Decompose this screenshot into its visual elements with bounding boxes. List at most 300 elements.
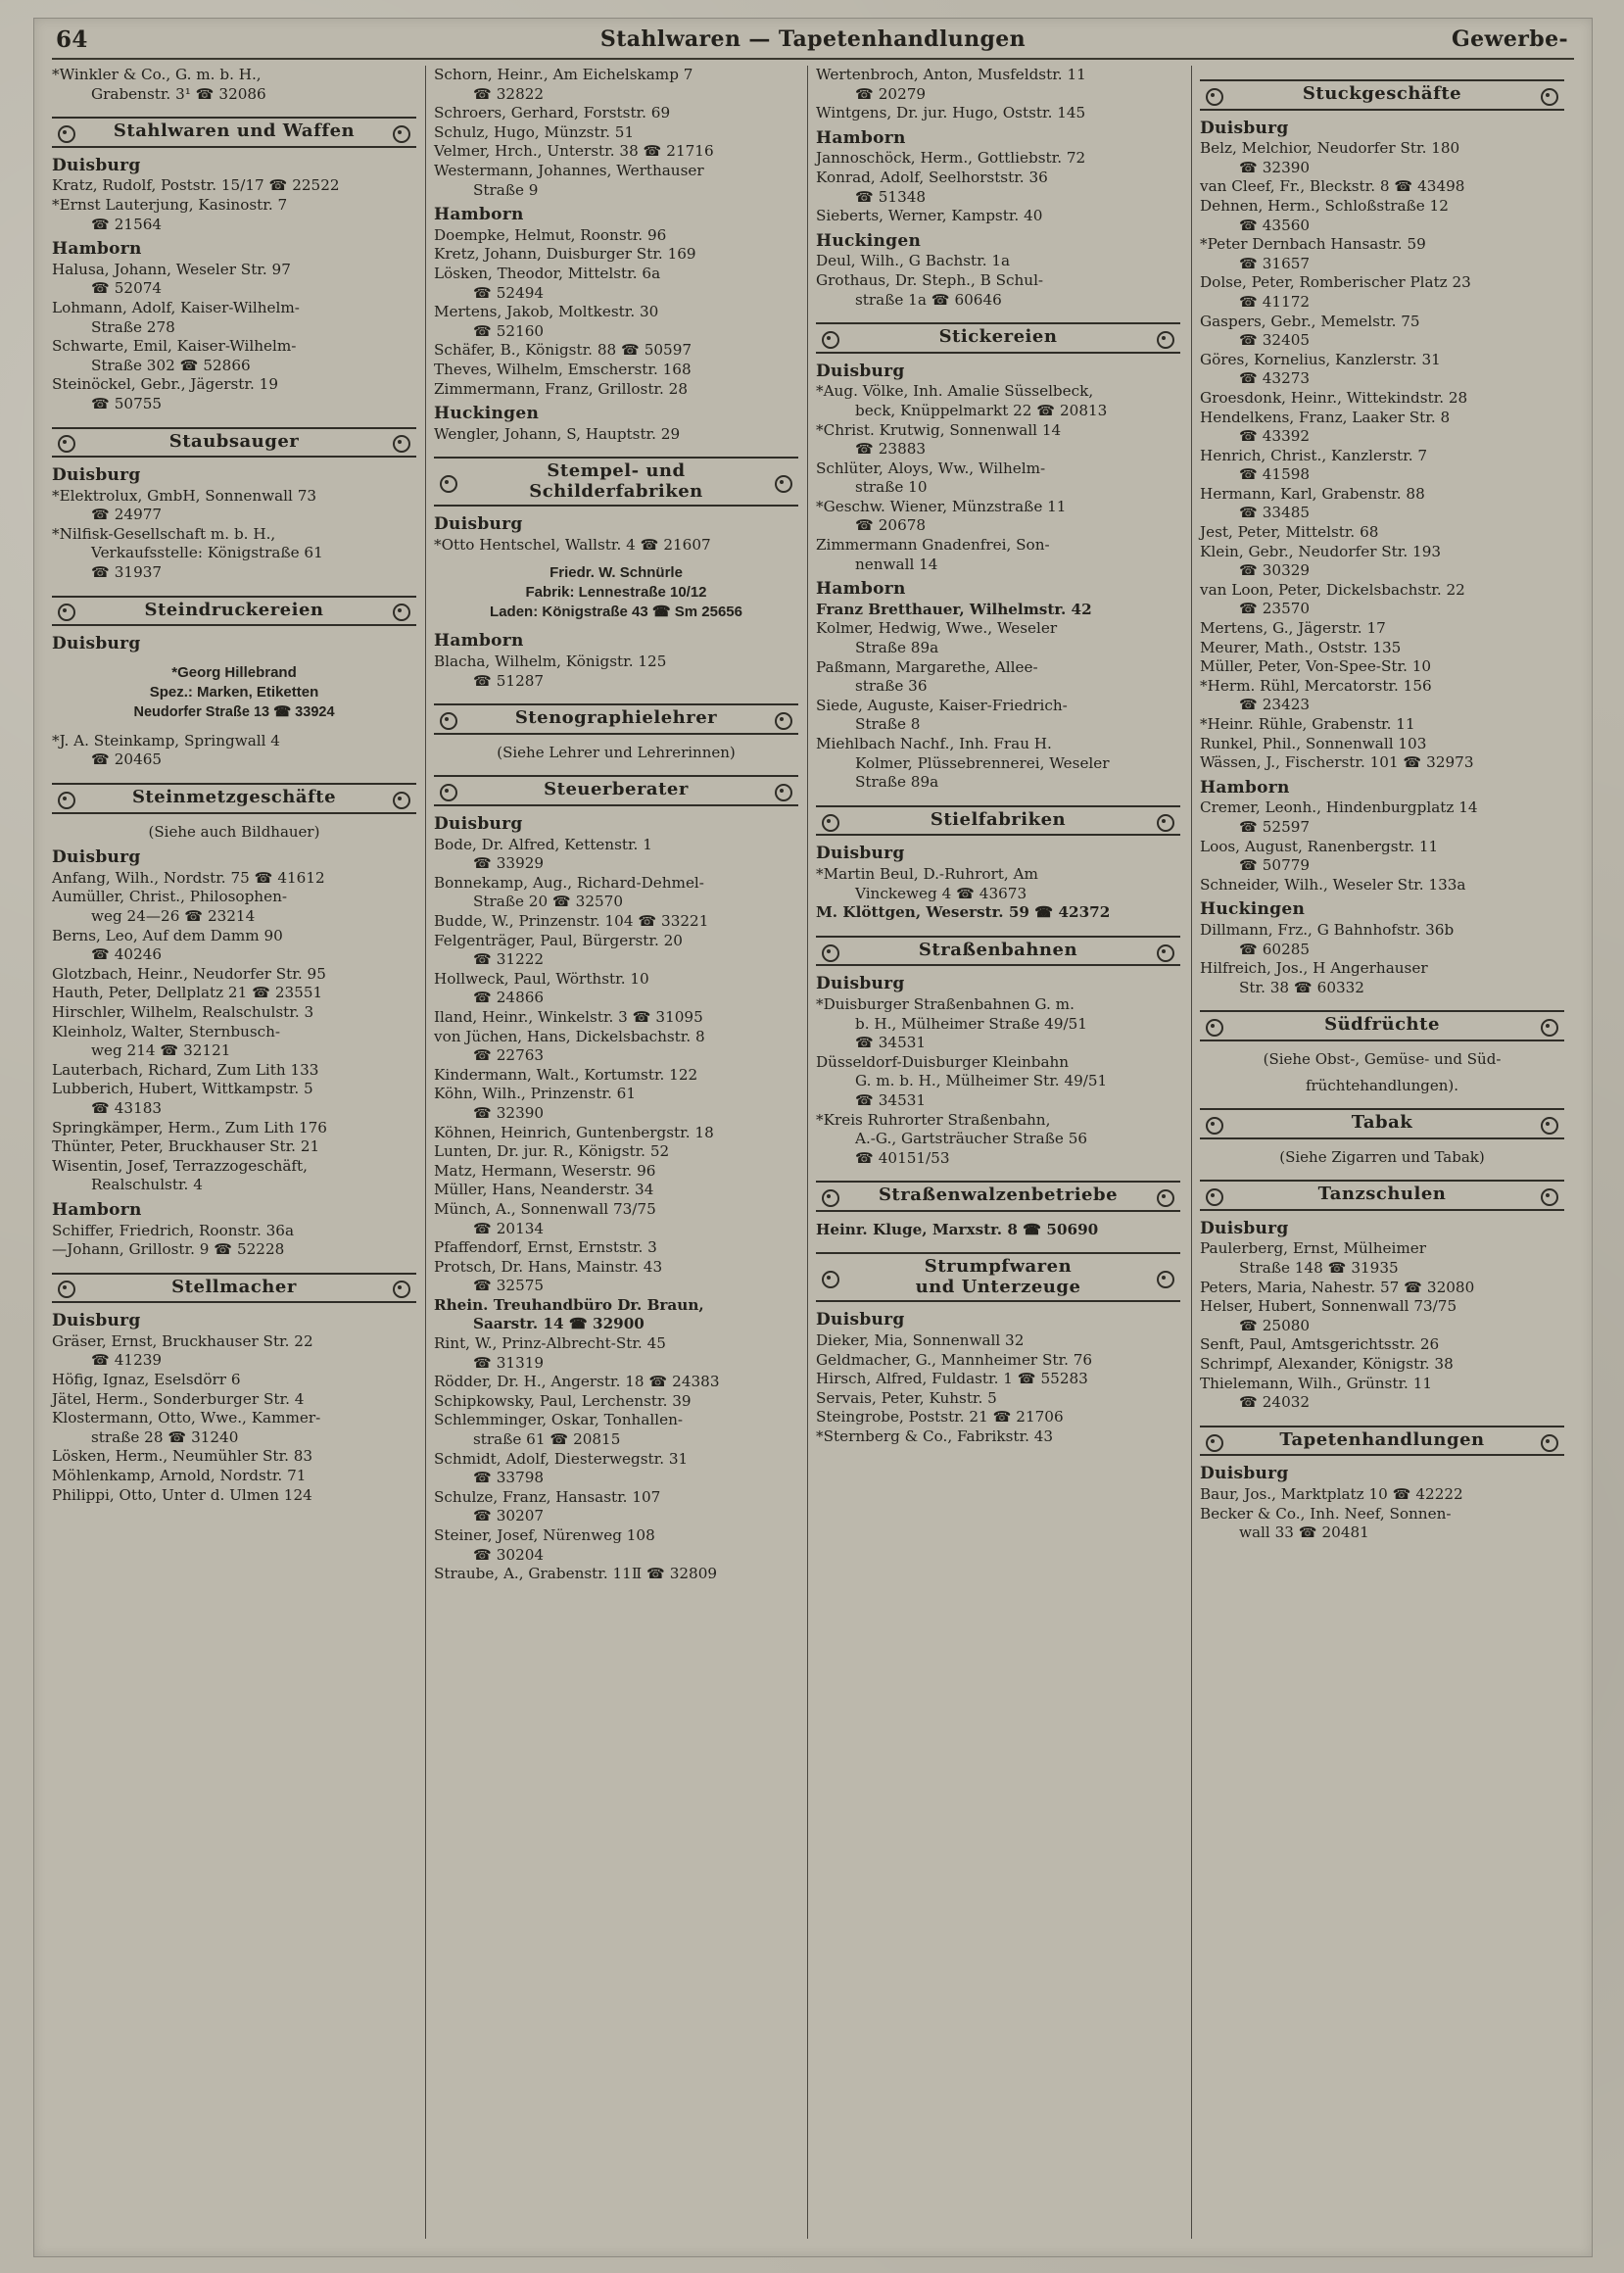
category-heading-label: Südfrüchte [1324, 1014, 1440, 1036]
directory-entry-continuation: straße 10 [855, 478, 928, 497]
bullet-icon [1206, 1117, 1223, 1135]
directory-entry-continuation: ☎ 41598 [1239, 465, 1311, 484]
category-heading [1200, 79, 1564, 111]
category-heading [52, 783, 416, 814]
category-heading [52, 427, 416, 459]
directory-entry-continuation: ☎ 32390 [1239, 158, 1311, 176]
bullet-icon [440, 784, 457, 801]
directory-entry-continuation: Straße 148 ☎ 31935 [1239, 1259, 1399, 1278]
directory-entry: Thünter, Peter, Bruckhauser Str. 21 [52, 1137, 320, 1156]
city-subheading: Duisburg [52, 634, 141, 654]
directory-entry-continuation: beck, Knüppelmarkt 22 ☎ 20813 [855, 401, 1108, 419]
directory-entry-continuation: wall 33 ☎ 20481 [1239, 1523, 1369, 1542]
directory-entry: van Cleef, Fr., Bleckstr. 8 ☎ 43498 [1200, 177, 1465, 196]
directory-entry-continuation: ☎ 30329 [1239, 561, 1311, 580]
directory-entry: Schiffer, Friedrich, Roonstr. 36a [52, 1221, 295, 1239]
category-heading [434, 703, 798, 735]
directory-entry: Pfaffendorf, Ernst, Ernststr. 3 [434, 1238, 657, 1257]
directory-entry: Köhn, Wilh., Prinzenstr. 61 [434, 1085, 636, 1103]
directory-entry-continuation: ☎ 20465 [91, 750, 163, 769]
directory-entry-continuation: ☎ 32405 [1239, 331, 1311, 350]
directory-entry-continuation: ☎ 31222 [473, 950, 545, 969]
directory-entry-continuation: ☎ 33485 [1239, 504, 1311, 522]
directory-entry-continuation: ☎ 52074 [91, 279, 163, 298]
bullet-icon [822, 944, 839, 962]
directory-entry-continuation: ☎ 34531 [855, 1034, 927, 1052]
directory-entry: Lösken, Theodor, Mittelstr. 6a [434, 264, 661, 282]
directory-entry: Hermann, Karl, Grabenstr. 88 [1200, 484, 1425, 503]
directory-entry: Kleinholz, Walter, Sternbusch- [52, 1022, 281, 1040]
category-heading [434, 457, 798, 507]
directory-entry: Doempke, Helmut, Roonstr. 96 [434, 225, 667, 244]
directory-entry: *Kreis Ruhrorter Straßenbahn, [816, 1110, 1051, 1129]
directory-entry: Protsch, Dr. Hans, Mainstr. 43 [434, 1257, 663, 1276]
directory-entry: Bonnekamp, Aug., Richard-Dehmel- [434, 873, 704, 892]
bullet-icon [775, 712, 792, 730]
directory-entry-continuation: ☎ 31937 [91, 563, 163, 582]
directory-entry-continuation: ☎ 30207 [473, 1507, 545, 1525]
advertisement-block [434, 563, 798, 622]
category-heading-label: Stempel- und Schilderfabriken [529, 460, 703, 503]
directory-entry-continuation: ☎ 43273 [1239, 369, 1311, 388]
directory-entry-continuation: ☎ 23423 [1239, 696, 1311, 714]
directory-entry-continuation: Vinckeweg 4 ☎ 43673 [855, 884, 1027, 902]
directory-entry: Felgenträger, Paul, Bürgerstr. 20 [434, 931, 683, 949]
directory-entry-continuation: ☎ 33798 [473, 1469, 545, 1487]
directory-entry: Jannoschöck, Herm., Gottliebstr. 72 [816, 149, 1086, 168]
directory-entry: Groesdonk, Heinr., Wittekindstr. 28 [1200, 388, 1468, 407]
directory-entry: Kindermann, Walt., Kortumstr. 122 [434, 1065, 698, 1084]
bullet-icon [58, 125, 75, 143]
city-subheading: Hamborn [816, 127, 906, 148]
bullet-icon [775, 475, 792, 493]
directory-entry: Henrich, Christ., Kanzlerstr. 7 [1200, 446, 1428, 464]
city-subheading: Duisburg [1200, 118, 1289, 138]
directory-entry: Rödder, Dr. H., Angerstr. 18 ☎ 24383 [434, 1373, 720, 1391]
directory-entry-continuation: weg 24—26 ☎ 23214 [91, 907, 256, 925]
directory-entry: Straube, A., Grabenstr. 11Ⅱ ☎ 32809 [434, 1565, 718, 1583]
category-heading [1200, 1108, 1564, 1139]
directory-entry-continuation: Realschulstr. 4 [91, 1176, 203, 1194]
category-heading [52, 117, 416, 148]
directory-entry: Thielemann, Wilh., Grünstr. 11 [1200, 1374, 1433, 1392]
city-subheading: Hamborn [434, 205, 524, 225]
cross-reference-note: früchtehandlungen). [1305, 1076, 1459, 1094]
column-4 [1200, 66, 1564, 2241]
bullet-icon [1206, 1019, 1223, 1037]
bullet-icon [1157, 1189, 1174, 1207]
city-subheading: Duisburg [52, 465, 141, 486]
directory-entry-continuation: ☎ 24977 [91, 506, 163, 524]
header-rule [52, 58, 1574, 60]
directory-entry-continuation: ☎ 23570 [1239, 600, 1311, 618]
directory-entry: Schipkowsky, Paul, Lerchenstr. 39 [434, 1391, 692, 1410]
column-divider-3 [1191, 66, 1192, 2239]
advertisement-line: *Georg Hillebrand [171, 663, 297, 681]
directory-entry: Kratz, Rudolf, Poststr. 15/17 ☎ 22522 [52, 176, 340, 195]
directory-entry: Theves, Wilhelm, Emscherstr. 168 [434, 360, 692, 378]
directory-entry-continuation: G. m. b. H., Mülheimer Str. 49/51 [855, 1072, 1108, 1090]
directory-entry-continuation: ☎ 43560 [1239, 216, 1311, 234]
directory-entry: Hirschler, Wilhelm, Realschulstr. 3 [52, 1002, 314, 1021]
city-subheading: Duisburg [434, 814, 523, 835]
directory-entry: Franz Bretthauer, Wilhelmstr. 42 [816, 600, 1092, 618]
directory-entry-continuation: ☎ 20134 [473, 1219, 545, 1237]
directory-entry: Kolmer, Hedwig, Wwe., Weseler [816, 619, 1058, 638]
directory-entry: Jätel, Herm., Sonderburger Str. 4 [52, 1389, 305, 1408]
directory-entry-continuation: ☎ 30204 [473, 1545, 545, 1564]
directory-entry: Zimmermann, Franz, Grillostr. 28 [434, 379, 689, 398]
category-heading [52, 596, 416, 627]
directory-entry: Halusa, Johann, Weseler Str. 97 [52, 260, 291, 278]
directory-entry-continuation: ☎ 20678 [855, 516, 927, 535]
bullet-icon [440, 475, 457, 493]
directory-entry: Siede, Auguste, Kaiser-Friedrich- [816, 696, 1068, 714]
directory-entry: M. Klöttgen, Weserstr. 59 ☎ 42372 [816, 903, 1111, 922]
directory-entry: Dehnen, Herm., Schloßstraße 12 [1200, 196, 1449, 215]
directory-entry-continuation: straße 61 ☎ 20815 [473, 1430, 621, 1449]
directory-entry: Becker & Co., Inh. Neef, Sonnen- [1200, 1504, 1452, 1523]
directory-entry-continuation: ☎ 43392 [1239, 427, 1311, 446]
directory-entry: *Peter Dernbach Hansastr. 59 [1200, 235, 1426, 254]
city-subheading: Huckingen [434, 404, 540, 424]
directory-entry-continuation: Straße 9 [473, 180, 539, 199]
directory-entry: *J. A. Steinkamp, Springwall 4 [52, 731, 280, 750]
city-subheading: Huckingen [1200, 899, 1306, 920]
advertisement-line: Fabrik: Lennestraße 10/12 [525, 584, 707, 602]
directory-entry: Wertenbroch, Anton, Musfeldstr. 11 [816, 66, 1086, 83]
bullet-icon [822, 814, 839, 832]
directory-entry: Mertens, G., Jägerstr. 17 [1200, 619, 1386, 638]
bullet-icon [822, 331, 839, 349]
directory-entry-continuation: Straße 20 ☎ 32570 [473, 893, 623, 911]
directory-entry: Budde, W., Prinzenstr. 104 ☎ 33221 [434, 912, 709, 930]
bullet-icon [822, 1271, 839, 1288]
city-subheading: Duisburg [52, 847, 141, 868]
directory-entry: Dillmann, Frz., G Bahnhofstr. 36b [1200, 920, 1455, 939]
directory-entry: Jest, Peter, Mittelstr. 68 [1200, 523, 1379, 542]
directory-entry-continuation: ☎ 32822 [473, 84, 545, 103]
directory-entry: Baur, Jos., Marktplatz 10 ☎ 42222 [1200, 1485, 1463, 1503]
directory-entry-continuation: Straße 89a [855, 639, 939, 657]
directory-entry: Sieberts, Werner, Kampstr. 40 [816, 207, 1043, 225]
advertisement-block [52, 663, 416, 722]
directory-entry-continuation: ☎ 52160 [473, 321, 545, 340]
bullet-icon [1206, 1188, 1223, 1206]
column-divider-2 [807, 66, 808, 2239]
directory-entry-continuation: ☎ 24032 [1239, 1393, 1311, 1412]
category-heading-label: Stielfabriken [930, 808, 1067, 830]
directory-entry-continuation: ☎ 52494 [473, 283, 545, 302]
directory-entry: Berns, Leo, Auf dem Damm 90 [52, 926, 283, 944]
directory-entry: Belz, Melchior, Neudorfer Str. 180 [1200, 139, 1460, 158]
directory-entry: Aumüller, Christ., Philosophen- [52, 888, 287, 906]
directory-entry: Göres, Kornelius, Kanzlerstr. 31 [1200, 350, 1441, 368]
directory-entry: Steinöckel, Gebr., Jägerstr. 19 [52, 375, 278, 394]
category-heading [1200, 1180, 1564, 1211]
directory-entry: Gaspers, Gebr., Memelstr. 75 [1200, 312, 1420, 330]
directory-entry-continuation: ☎ 50779 [1239, 856, 1311, 875]
directory-entry-continuation: ☎ 52597 [1239, 817, 1311, 836]
cross-reference-note: (Siehe Zigarren und Tabak) [1279, 1147, 1485, 1166]
bullet-icon [440, 712, 457, 730]
bullet-icon [58, 604, 75, 621]
category-heading [1200, 1010, 1564, 1041]
advertisement-line: Laden: Königstraße 43 ☎ Sm 25656 [490, 604, 742, 621]
directory-entry-continuation: Straße 278 [91, 317, 175, 336]
bullet-icon [822, 1189, 839, 1207]
category-heading-label: Straßenbahnen [918, 939, 1078, 960]
directory-entry: Bode, Dr. Alfred, Kettenstr. 1 [434, 835, 652, 853]
bullet-icon [58, 435, 75, 453]
bullet-icon [393, 125, 410, 143]
directory-entry: Heinr. Kluge, Marxstr. 8 ☎ 50690 [816, 1220, 1099, 1238]
directory-entry: Schmidt, Adolf, Diesterwegstr. 31 [434, 1449, 689, 1468]
category-heading-label: Tabak [1351, 1112, 1413, 1134]
cross-reference-note: (Siehe Obst-, Gemüse- und Süd- [1263, 1049, 1502, 1068]
category-heading [816, 936, 1180, 967]
directory-entry: —Johann, Grillostr. 9 ☎ 52228 [52, 1240, 285, 1259]
directory-entry: Servais, Peter, Kuhstr. 5 [816, 1388, 997, 1407]
directory-entry: Deul, Wilh., G Bachstr. 1a [816, 252, 1011, 270]
directory-entry: Zimmermann Gnadenfrei, Son- [816, 536, 1050, 555]
directory-entry-continuation: Verkaufsstelle: Königstraße 61 [91, 544, 323, 562]
city-subheading: Duisburg [816, 361, 905, 381]
bullet-icon [1206, 88, 1223, 106]
category-heading [1200, 1426, 1564, 1457]
city-subheading: Huckingen [816, 230, 922, 251]
cross-reference-note: (Siehe auch Bildhauer) [148, 822, 320, 841]
directory-entry: Konrad, Adolf, Seelhorststr. 36 [816, 168, 1048, 186]
directory-entry: Lohmann, Adolf, Kaiser-Wilhelm- [52, 298, 300, 316]
page-running-title: Stahlwaren — Tapetenhandlungen [599, 26, 1027, 52]
directory-entry: *Geschw. Wiener, Münzstraße 11 [816, 497, 1067, 515]
city-subheading: Duisburg [52, 1311, 141, 1331]
directory-entry: van Loon, Peter, Dickelsbachstr. 22 [1200, 580, 1465, 599]
directory-entry: Paßmann, Margarethe, Allee- [816, 657, 1038, 676]
directory-entry: Köhnen, Heinrich, Guntenbergstr. 18 [434, 1123, 714, 1141]
category-heading [52, 1273, 416, 1304]
bullet-icon [1157, 331, 1174, 349]
directory-entry: Rint, W., Prinz-Albrecht-Str. 45 [434, 1334, 666, 1353]
category-heading-label: Staubsauger [168, 430, 300, 452]
advertisement-address: Neudorfer Straße 13 ☎ 33924 [133, 703, 335, 720]
directory-entry-continuation: ☎ 21564 [91, 215, 163, 233]
columns-container [52, 66, 1574, 2241]
directory-entry-continuation: ☎ 31319 [473, 1353, 545, 1372]
directory-entry: *Aug. Völke, Inh. Amalie Süsselbeck, [816, 382, 1094, 401]
directory-entry-continuation: ☎ 24866 [473, 989, 545, 1007]
directory-entry-continuation: ☎ 40151/53 [855, 1148, 950, 1167]
directory-entry: Schlüter, Aloys, Ww., Wilhelm- [816, 459, 1046, 477]
directory-entry: Lunten, Dr. jur. R., Königstr. 52 [434, 1142, 670, 1161]
advertisement-line: Friedr. W. Schnürle [549, 564, 683, 582]
directory-entry-continuation: Straße 302 ☎ 52866 [91, 356, 251, 374]
bullet-icon [393, 435, 410, 453]
directory-entry: *Ernst Lauterjung, Kasinostr. 7 [52, 195, 288, 214]
directory-entry: Peters, Maria, Nahestr. 57 ☎ 32080 [1200, 1278, 1475, 1296]
directory-entry: Blacha, Wilhelm, Königstr. 125 [434, 653, 667, 671]
directory-entry-continuation: ☎ 22763 [473, 1046, 545, 1065]
page-number: 64 [56, 26, 88, 53]
directory-entry: Westermann, Johannes, Werthauser [434, 161, 704, 179]
directory-entry-continuation: ☎ 31657 [1239, 254, 1311, 272]
directory-entry: Grothaus, Dr. Steph., B Schul- [816, 270, 1044, 289]
directory-entry: Paulerberg, Ernst, Mülheimer [1200, 1239, 1426, 1258]
city-subheading: Duisburg [816, 1310, 905, 1330]
directory-entry: Müller, Hans, Neanderstr. 34 [434, 1181, 654, 1199]
directory-entry: Höfig, Ignaz, Eselsdörr 6 [52, 1371, 241, 1389]
directory-entry: Lösken, Herm., Neumühler Str. 83 [52, 1447, 313, 1466]
page-header [34, 24, 1592, 58]
directory-entry: Wintgens, Dr. jur. Hugo, Oststr. 145 [816, 104, 1086, 122]
directory-entry: Anfang, Wilh., Nordstr. 75 ☎ 41612 [52, 868, 325, 887]
city-subheading: Hamborn [52, 239, 142, 260]
directory-entry: Düsseldorf-Duisburger Kleinbahn [816, 1052, 1070, 1071]
directory-entry-continuation: ☎ 32390 [473, 1103, 545, 1122]
directory-entry: *Winkler & Co., G. m. b. H., [52, 66, 262, 83]
directory-entry: Möhlenkamp, Arnold, Nordstr. 71 [52, 1467, 307, 1485]
directory-entry: Klein, Gebr., Neudorfer Str. 193 [1200, 542, 1442, 560]
directory-entry: Geldmacher, G., Mannheimer Str. 76 [816, 1350, 1093, 1369]
category-heading [816, 805, 1180, 837]
directory-entry: Springkämper, Herm., Zum Lith 176 [52, 1118, 327, 1136]
directory-entry: Meurer, Math., Oststr. 135 [1200, 638, 1402, 656]
directory-entry: Schulz, Hugo, Münzstr. 51 [434, 122, 635, 141]
directory-entry-continuation: ☎ 60285 [1239, 940, 1311, 958]
directory-entry: *Herm. Rühl, Mercatorstr. 156 [1200, 676, 1432, 695]
bullet-icon [1541, 1188, 1558, 1206]
directory-entry-continuation: ☎ 23883 [855, 440, 927, 459]
column-2 [434, 66, 798, 2241]
category-heading-label: Steindruckereien [144, 599, 324, 620]
directory-entry: *Nilfisk-Gesellschaft m. b. H., [52, 524, 276, 543]
directory-entry: Steiner, Josef, Nürenweg 108 [434, 1526, 655, 1544]
directory-entry: Mertens, Jakob, Moltkestr. 30 [434, 303, 659, 321]
directory-entry: Schulze, Franz, Hansastr. 107 [434, 1487, 661, 1506]
directory-entry-continuation: ☎ 25080 [1239, 1316, 1311, 1334]
directory-entry: Rhein. Treuhandbüro Dr. Braun, [434, 1295, 704, 1314]
category-heading-label: Strumpfwaren und Unterzeuge [915, 1256, 1081, 1298]
directory-entry: Wässen, J., Fischerstr. 101 ☎ 32973 [1200, 753, 1474, 772]
directory-entry: Hirsch, Alfred, Fuldastr. 1 ☎ 55283 [816, 1370, 1088, 1388]
directory-entry-continuation: ☎ 34531 [855, 1090, 927, 1109]
bullet-icon [1157, 814, 1174, 832]
directory-entry: Philippi, Otto, Unter d. Ulmen 124 [52, 1485, 312, 1504]
category-heading-label: Straßenwalzenbetriebe [878, 1185, 1119, 1206]
directory-entry: Dolse, Peter, Romberischer Platz 23 [1200, 273, 1471, 292]
directory-entry: Hilfreich, Jos., H Angerhauser [1200, 959, 1428, 978]
category-heading-label: Steuerberater [544, 779, 689, 800]
directory-entry: *Otto Hentschel, Wallstr. 4 ☎ 21607 [434, 535, 711, 554]
directory-entry: Schroers, Gerhard, Forststr. 69 [434, 104, 671, 122]
column-3 [816, 66, 1180, 2241]
bullet-icon [1541, 1434, 1558, 1452]
category-heading-label: Stellmacher [171, 1276, 297, 1297]
directory-entry-continuation: ☎ 51348 [855, 187, 927, 206]
directory-entry: Hollweck, Paul, Wörthstr. 10 [434, 969, 649, 988]
directory-entry: Schwarte, Emil, Kaiser-Wilhelm- [52, 337, 297, 356]
category-heading-label: Stenographielehrer [514, 707, 718, 729]
page-section-label: Gewerbe- [1451, 26, 1568, 52]
directory-entry: *Martin Beul, D.-Ruhrort, Am [816, 864, 1038, 883]
city-subheading: Duisburg [1200, 1464, 1289, 1484]
directory-entry: Runkel, Phil., Sonnenwall 103 [1200, 734, 1427, 752]
directory-entry: Schrimpf, Alexander, Königstr. 38 [1200, 1355, 1454, 1374]
directory-entry: Helser, Hubert, Sonnenwall 73/75 [1200, 1297, 1457, 1316]
advertisement-line: Spez.: Marken, Etiketten [149, 683, 319, 701]
bullet-icon [58, 1281, 75, 1298]
directory-entry-continuation: nenwall 14 [855, 555, 938, 573]
directory-entry: Cremer, Leonh., Hindenburgplatz 14 [1200, 798, 1478, 817]
directory-entry-continuation: ☎ 32575 [473, 1277, 545, 1295]
directory-entry-continuation: weg 214 ☎ 32121 [91, 1041, 231, 1060]
bullet-icon [1206, 1434, 1223, 1452]
city-subheading: Hamborn [1200, 777, 1290, 798]
directory-entry-continuation: b. H., Mülheimer Straße 49/51 [855, 1014, 1087, 1033]
directory-entry: Wengler, Johann, S, Hauptstr. 29 [434, 424, 681, 443]
directory-page [33, 18, 1593, 2257]
category-heading-label: Tapetenhandlungen [1279, 1428, 1485, 1450]
directory-entry: Lauterbach, Richard, Zum Lith 133 [52, 1060, 319, 1079]
directory-entry-continuation: Straße 89a [855, 773, 939, 792]
category-heading-label: Stuckgeschäfte [1302, 83, 1462, 104]
column-1 [52, 66, 416, 2241]
directory-entry: Hendelkens, Franz, Laaker Str. 8 [1200, 408, 1451, 426]
directory-entry: Dieker, Mia, Sonnenwall 32 [816, 1331, 1025, 1350]
bullet-icon [58, 792, 75, 809]
city-subheading: Duisburg [434, 514, 523, 535]
directory-entry: *Heinr. Rühle, Grabenstr. 11 [1200, 715, 1415, 733]
directory-entry: Schlemminger, Oskar, Tonhallen- [434, 1411, 684, 1429]
cross-reference-note: (Siehe Lehrer und Lehrerinnen) [497, 743, 736, 761]
bullet-icon [775, 784, 792, 801]
directory-entry-continuation: Grabenstr. 3¹ ☎ 32086 [91, 84, 266, 103]
directory-entry-continuation: Straße 8 [855, 715, 921, 734]
directory-entry: Glotzbach, Heinr., Neudorfer Str. 95 [52, 964, 326, 983]
directory-entry: Hauth, Peter, Dellplatz 21 ☎ 23551 [52, 984, 323, 1002]
directory-entry-continuation: ☎ 43183 [91, 1098, 163, 1117]
directory-entry-continuation: ☎ 20279 [855, 84, 927, 103]
directory-entry: Iland, Heinr., Winkelstr. 3 ☎ 31095 [434, 1007, 703, 1026]
directory-entry-continuation: ☎ 50755 [91, 394, 163, 412]
category-heading-label: Steinmetzgeschäfte [131, 787, 337, 808]
directory-entry-continuation: ☎ 51287 [473, 671, 545, 690]
bullet-icon [1157, 1271, 1174, 1288]
category-heading [434, 775, 798, 806]
city-subheading: Hamborn [52, 1199, 142, 1220]
directory-entry: Schneider, Wilh., Weseler Str. 133a [1200, 875, 1466, 894]
category-heading-label: Stahlwaren und Waffen [113, 121, 356, 142]
bullet-icon [1541, 88, 1558, 106]
city-subheading: Hamborn [816, 579, 906, 600]
directory-entry: Kretz, Johann, Duisburger Str. 169 [434, 245, 696, 264]
city-subheading: Duisburg [52, 155, 141, 175]
directory-entry: Loos, August, Ranenbergstr. 11 [1200, 837, 1439, 855]
directory-entry: Velmer, Hrch., Unterstr. 38 ☎ 21716 [434, 142, 714, 161]
city-subheading: Duisburg [1200, 1218, 1289, 1238]
directory-entry-continuation: Kolmer, Plüssebrennerei, Weseler [855, 753, 1110, 772]
directory-entry-continuation: ☎ 41172 [1239, 292, 1311, 311]
directory-entry: Gräser, Ernst, Bruckhauser Str. 22 [52, 1331, 313, 1350]
directory-entry: *Elektrolux, GmbH, Sonnenwall 73 [52, 486, 317, 505]
category-heading [816, 322, 1180, 354]
bullet-icon [1541, 1019, 1558, 1037]
directory-entry: *Christ. Krutwig, Sonnenwall 14 [816, 420, 1062, 439]
bullet-icon [393, 604, 410, 621]
directory-entry: Senft, Paul, Amtsgerichtsstr. 26 [1200, 1335, 1440, 1354]
directory-entry: Miehlbach Nachf., Inh. Frau H. [816, 735, 1052, 752]
